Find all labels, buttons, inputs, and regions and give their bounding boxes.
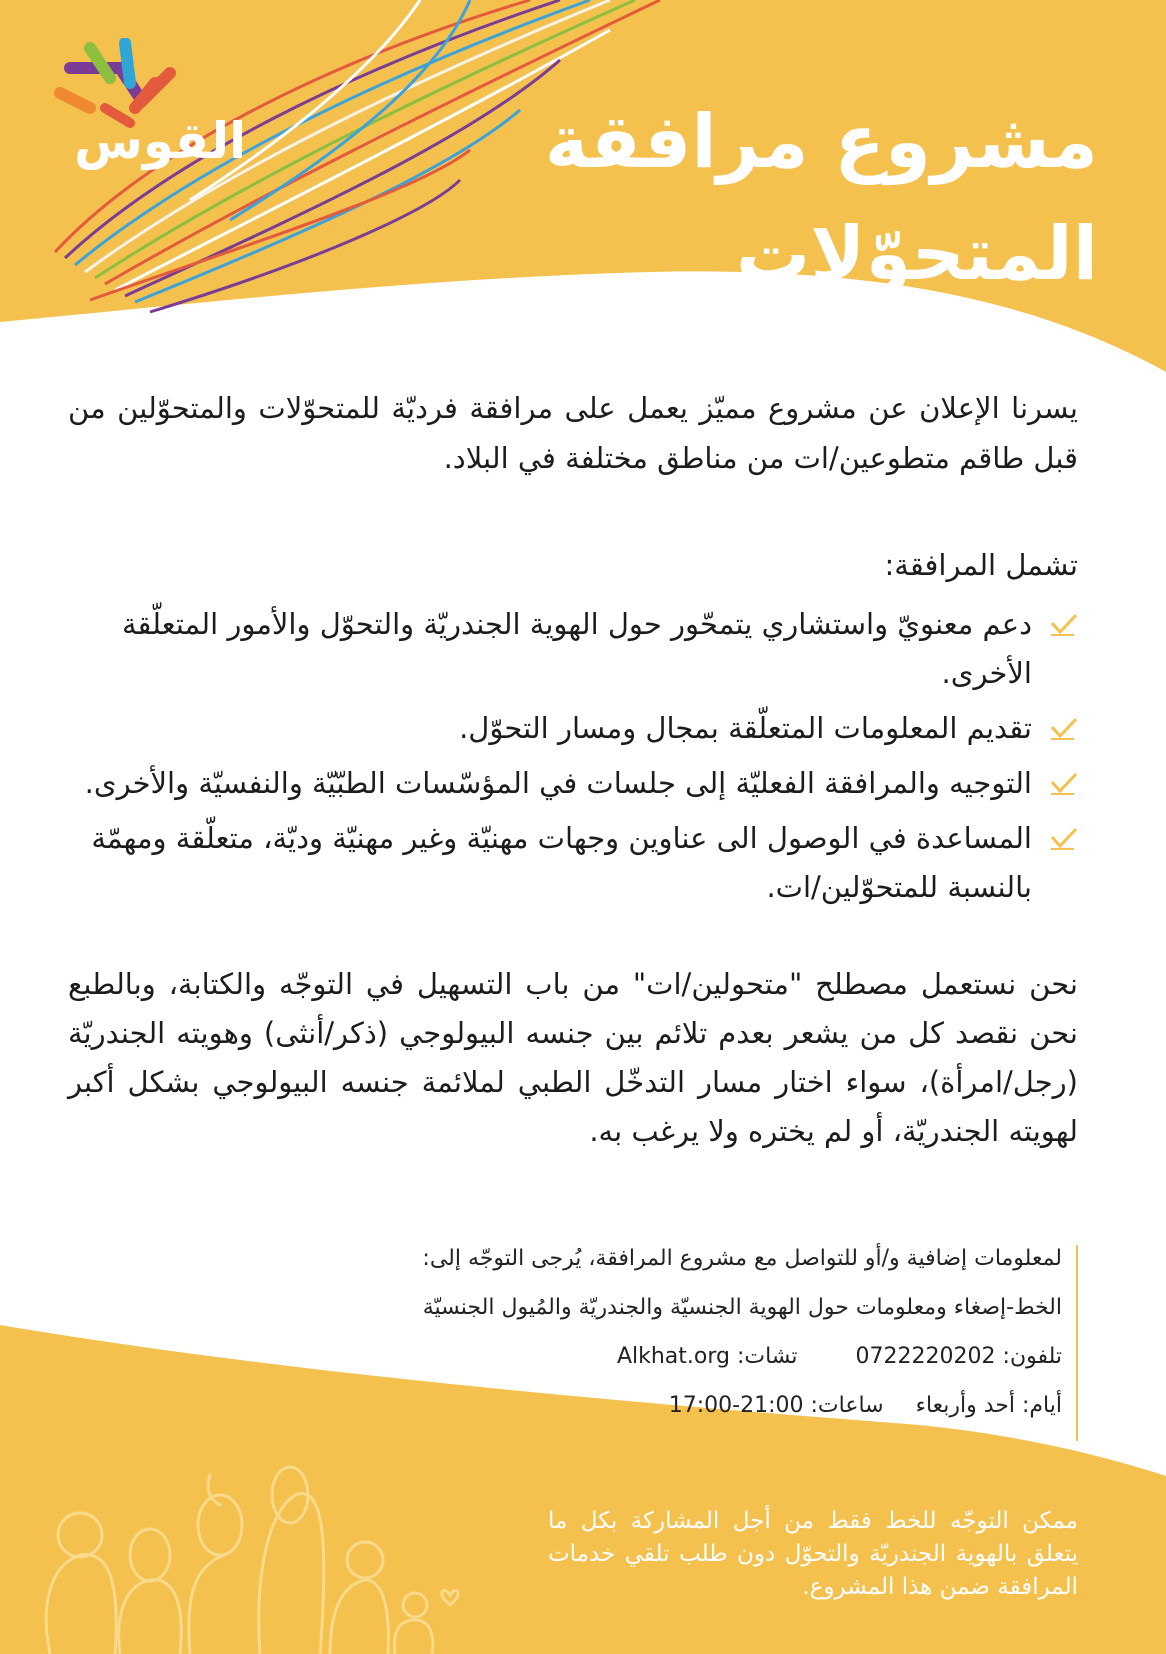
contact-org: الخط-إصغاء ومعلومات حول الهوية الجنسيّة والجندريّة والمُيول الجنسيّة: [422, 1295, 1062, 1320]
covers-heading: تشمل المرافقة:: [884, 548, 1078, 582]
phone-number[interactable]: 0722220202: [855, 1344, 996, 1369]
days-value: أحد وأربعاء: [915, 1393, 1016, 1418]
hours-value: 17:00-21:00: [668, 1393, 804, 1418]
check-icon: [1048, 713, 1078, 743]
list-item: [58, 814, 1078, 912]
list-item: [58, 600, 1078, 698]
footer-note: ممكن التوجّه للخط فقط من أجل المشاركة بكل ما يتعلق بالهوية الجندريّة والتحوّل دون طلب تلقي خدمات المرافقة ضمن هذا المشروع.: [548, 1508, 1078, 1600]
days-label: أيام:: [1022, 1393, 1062, 1418]
terminology-note: نحن نستعمل مصطلح "متحولين/ات" من باب التسهيل في التوجّه والكتابة، وبالطبع نحن نقصد كل من يشعر بعدم تلائم بين جنسه البيولوجي (ذكر/أنثى) وهويته الجندريّة (رجل/امرأة)، سواء اختار مسار التدخّل الطبي لملائمة جنسه البيولوجي بشكل أكبر لهويته الجندريّة، أو لم يختره ولا يرغب به.: [68, 967, 1078, 1148]
contact-phone-chat: [302, 1343, 1062, 1371]
list-item-text: دعم معنويّ واستشاري يتمحّور حول الهوية الجندريّة والتحوّل والأمور المتعلّقة الأخرى.: [121, 607, 1032, 690]
list-item-text: المساعدة في الوصول الى عناوين وجهات مهنيّة وغير مهنيّة وديّة، متعلّقة ومهمّة بالنسبة للمتحوّلين/ات.: [91, 821, 1032, 904]
list-item: [58, 759, 1078, 808]
check-icon: [1048, 768, 1078, 798]
people-illustration: [20, 1455, 470, 1654]
phone-label: تلفون:: [1002, 1344, 1062, 1369]
check-icon: [1048, 609, 1078, 639]
chat-label: تشات:: [736, 1344, 798, 1369]
logo-text: القوس: [73, 112, 247, 170]
list-item-text: تقديم المعلومات المتعلّقة بمجال ومسار التحوّل.: [459, 711, 1032, 745]
contact-info: [302, 1245, 1078, 1441]
contact-intro: لمعلومات إضافية و/أو للتواصل مع مشروع المرافقة، يُرجى التوجّه إلى:: [422, 1246, 1062, 1271]
chat-link[interactable]: Alkhat.org: [616, 1344, 730, 1369]
page-title: [398, 86, 1098, 422]
check-icon: [1048, 823, 1078, 853]
hours-label: ساعات:: [810, 1393, 884, 1418]
contact-hours: [302, 1392, 1062, 1420]
intro-paragraph: يسرنا الإعلان عن مشروع مميّز يعمل على مرافقة فرديّة للمتحوّلات والمتحوّلين من قبل طاقم متطوعين/ات من مناطق مختلفة في البلاد.: [68, 391, 1078, 475]
title-line-2: المتحوّلات والمتحوّلين: [694, 211, 1098, 409]
title-line-1: مشروع مرافقة: [544, 99, 1098, 185]
services-list: [58, 600, 1078, 918]
list-item-text: التوجيه والمرافقة الفعليّة إلى جلسات في المؤسّسات الطبّيّة والنفسيّة والأخرى.: [84, 766, 1032, 800]
list-item: [58, 704, 1078, 753]
